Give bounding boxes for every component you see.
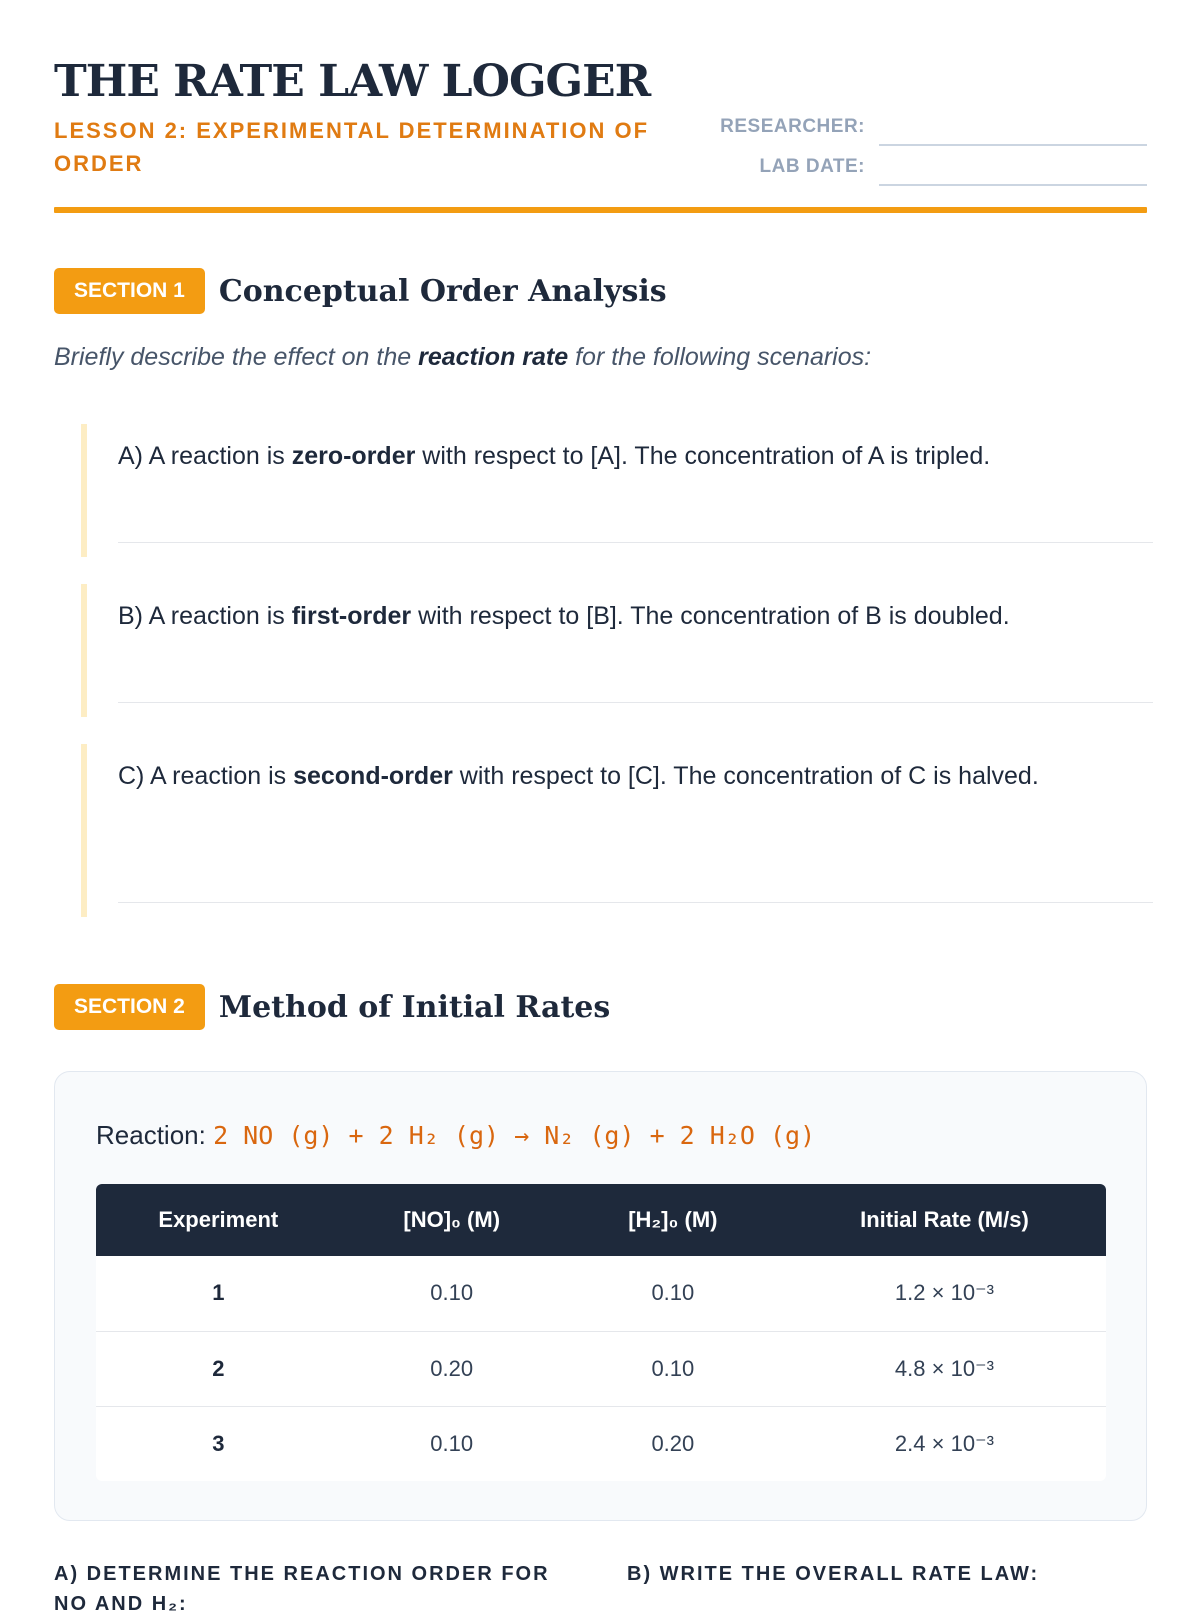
section-1-title: Conceptual Order Analysis xyxy=(218,273,667,309)
question-b-prefix: B) A reaction is xyxy=(118,602,292,630)
question-c-prefix: C) A reaction is xyxy=(118,762,294,790)
question-b-answer-line[interactable] xyxy=(118,702,1153,703)
initial-rates-table-wrapper xyxy=(96,1184,1106,1481)
question-a-prefix: A) A reaction is xyxy=(118,442,292,470)
researcher-info xyxy=(720,106,1147,186)
section-1-badge: SECTION 1 xyxy=(54,268,205,314)
table-row xyxy=(96,1331,1106,1406)
cell-no-concentration: 0.20 xyxy=(341,1331,563,1406)
question-a-text xyxy=(118,424,1153,475)
cell-h2-concentration: 0.10 xyxy=(563,1331,783,1406)
header-initial-rate: Initial Rate (M/s) xyxy=(860,1207,1029,1232)
question-c-answer-line[interactable] xyxy=(118,902,1153,903)
question-c-emphasis: second-order xyxy=(293,762,453,790)
question-a xyxy=(81,424,1153,557)
reaction-line xyxy=(96,1120,815,1151)
lab-date-label: LAB DATE: xyxy=(759,156,865,177)
question-c-text xyxy=(118,744,1153,795)
cell-initial-rate: 1.2 × 10⁻³ xyxy=(894,1280,994,1306)
worksheet-title: THE RATE LAW LOGGER xyxy=(54,56,651,107)
section-2-badge: SECTION 2 xyxy=(54,984,205,1030)
lab-date-row xyxy=(720,146,1147,186)
question-b-emphasis: first-order xyxy=(291,602,412,630)
header-experiment: Experiment xyxy=(158,1207,279,1232)
question-a-suffix: with respect to [A]. The concentration of A is tripled. xyxy=(415,442,991,470)
instructions-text-end: for the following scenarios: xyxy=(568,343,872,371)
prompt-rate-law: B) WRITE THE OVERALL RATE LAW: xyxy=(627,1563,1040,1585)
cell-no-concentration: 0.10 xyxy=(341,1406,563,1481)
cell-experiment: 2 xyxy=(96,1331,341,1406)
researcher-field[interactable] xyxy=(879,116,1147,146)
question-b-text xyxy=(118,584,1153,635)
cell-experiment: 1 xyxy=(212,1280,225,1306)
table-row xyxy=(96,1256,1106,1331)
question-b-suffix: with respect to [B]. The concentration of B is doubled. xyxy=(411,602,1010,630)
cell-h2-concentration: 0.10 xyxy=(651,1280,695,1306)
table-header-row xyxy=(96,1184,1106,1256)
section-1-heading xyxy=(54,268,667,314)
question-c xyxy=(81,744,1153,917)
cell-initial-rate: 4.8 × 10⁻³ xyxy=(783,1331,1106,1406)
cell-h2-concentration: 0.20 xyxy=(563,1406,783,1481)
section-2-heading xyxy=(54,984,610,1030)
reaction-equation: 2 NO (g) + 2 H₂ (g) → N₂ (g) + 2 H₂O (g) xyxy=(213,1121,816,1150)
section-1-instructions xyxy=(54,343,871,372)
initial-rates-card xyxy=(54,1071,1147,1521)
question-a-answer-line[interactable] xyxy=(118,542,1153,543)
cell-experiment: 3 xyxy=(96,1406,341,1481)
question-a-emphasis: zero-order xyxy=(291,442,416,470)
header-no-concentration: [NO]₀ (M) xyxy=(403,1207,501,1232)
worksheet-page xyxy=(54,0,1147,1615)
prompt-reaction-order: A) DETERMINE THE REACTION ORDER FOR NO AND H₂: xyxy=(54,1563,550,1615)
instructions-text-start: Briefly describe the effect on the xyxy=(54,343,419,371)
section-2-title: Method of Initial Rates xyxy=(218,989,611,1025)
question-c-suffix: with respect to [C]. The concentration of C is halved. xyxy=(452,762,1039,790)
cell-no-concentration: 0.10 xyxy=(430,1280,474,1306)
question-b xyxy=(81,584,1153,717)
initial-rates-table xyxy=(96,1184,1106,1481)
header-h2-concentration: [H₂]₀ (M) xyxy=(628,1207,718,1232)
lesson-subtitle: LESSON 2: EXPERIMENTAL DETERMINATION OF ORDER xyxy=(54,118,650,176)
lab-date-field[interactable] xyxy=(879,156,1147,186)
instructions-emphasis: reaction rate xyxy=(418,343,569,371)
researcher-row xyxy=(720,106,1147,146)
worksheet-header xyxy=(54,0,1147,214)
reaction-label: Reaction: xyxy=(96,1120,206,1150)
cell-initial-rate: 2.4 × 10⁻³ xyxy=(783,1406,1106,1481)
table-row xyxy=(96,1406,1106,1481)
researcher-label: RESEARCHER: xyxy=(720,116,865,137)
header-divider xyxy=(54,207,1147,213)
